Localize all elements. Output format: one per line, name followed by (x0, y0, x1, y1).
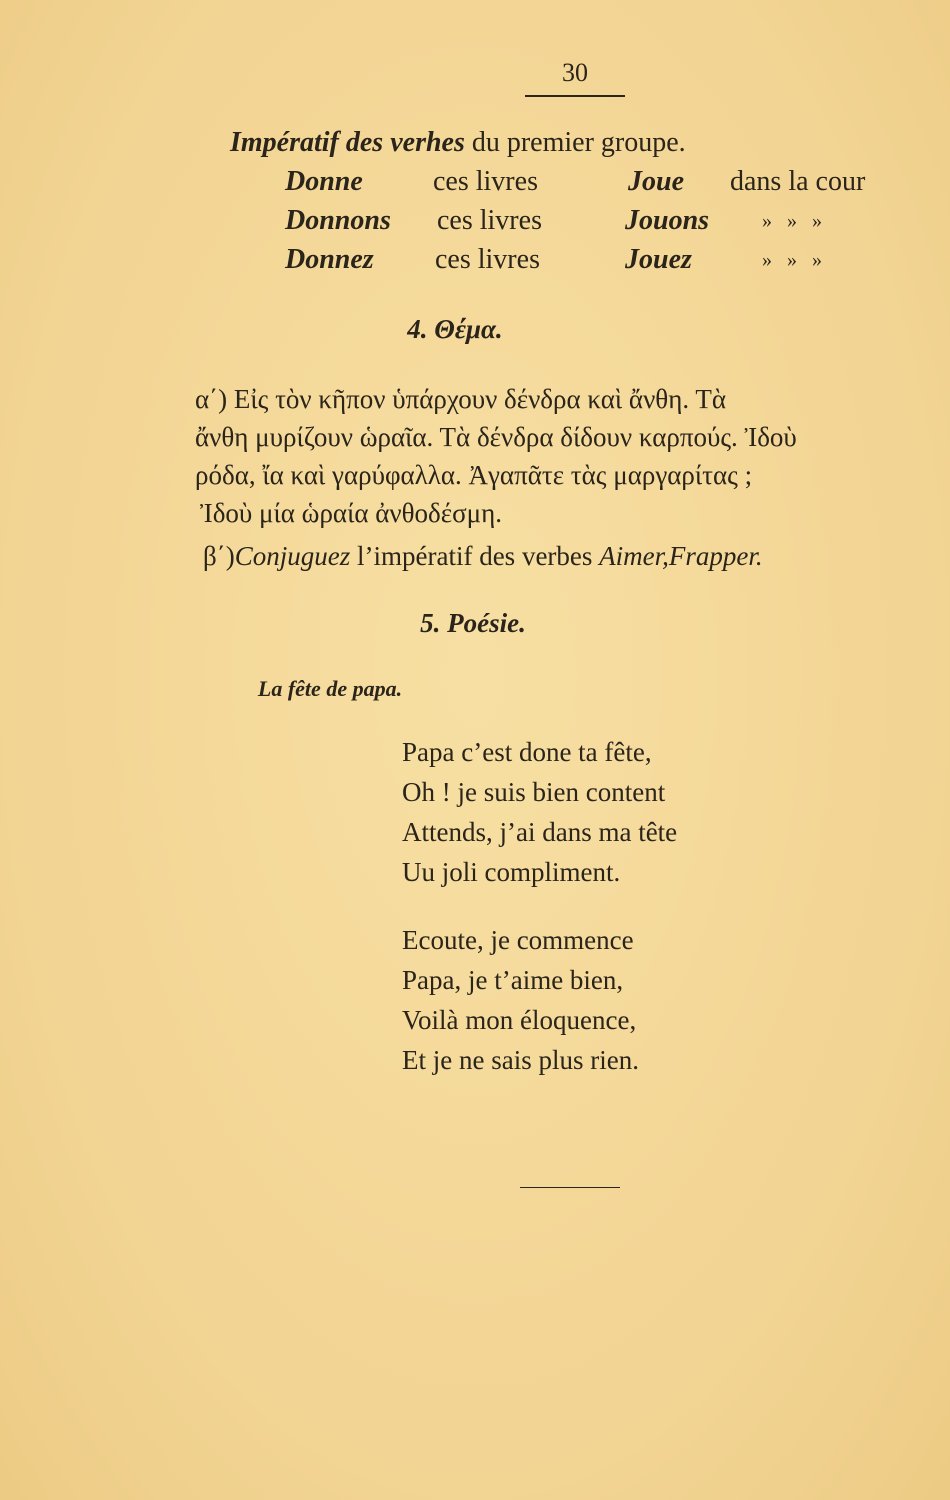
verb-joue: Joue (628, 166, 684, 197)
object-text: ces livres (433, 166, 538, 197)
imperative-title-italic: Impératif des verhes (230, 127, 465, 158)
poem-title: La fête de papa. (257, 676, 403, 701)
end-rule (520, 1187, 620, 1188)
beta-rest: l’impératif des verbes (350, 541, 600, 571)
poem-line: Papa c’est done ta fête, (402, 737, 652, 767)
ditto-marks: » » » (762, 210, 822, 232)
beta-conjuguez: Conjuguez (234, 541, 351, 571)
verb-jouons: Jouons (625, 205, 710, 236)
poem-line: Papa, je t’aime bien, (402, 965, 624, 995)
poem-line: Ecoute, je commence (402, 925, 634, 955)
verb-jouez: Jouez (625, 244, 692, 275)
beta-prefix: β΄) (203, 541, 235, 571)
verb-donnons: Donnons (285, 205, 391, 236)
exercise-beta (203, 537, 950, 575)
page-number-rule (525, 95, 625, 97)
poem-line: Voilà mon éloquence, (402, 1005, 637, 1035)
verb-donne: Donne (285, 166, 363, 197)
poem-line: Attends, j’ai dans ma tête (402, 817, 678, 847)
greek-line-2: ἄνθη μυρίζουν ὡραῖα. Τὰ δένδρα δίδουν καρπούς. Ἰδοὺ (195, 422, 797, 452)
beta-verbs: Aimer,Frapper. (599, 541, 763, 571)
object-text: dans la cour (730, 166, 866, 197)
ditto-marks: » » » (762, 249, 822, 271)
poem-line: Uu joli compliment. (402, 857, 621, 887)
imperative-title (230, 126, 686, 160)
imperative-title-rest: du premier groupe. (464, 127, 686, 158)
verb-donnez: Donnez (285, 244, 374, 275)
conjugation-row (0, 165, 950, 199)
section-4-heading: 4. Θέμα. (407, 314, 503, 344)
greek-line-3: ρόδα, ἴα καὶ γαρύφαλλα. Ἀγαπᾶτε τὰς μαργαρίτας ; (195, 460, 753, 490)
section-5-heading: 5. Poésie. (420, 608, 526, 638)
object-text: ces livres (435, 244, 540, 275)
page-number: 30 (562, 58, 588, 87)
conjugation-row (0, 243, 950, 277)
greek-line-1: α΄) Εἰς τὸν κῆπον ὑπάρχουν δένδρα καὶ ἄνθη. Τὰ (195, 384, 726, 414)
object-text: ces livres (437, 205, 542, 236)
poem-line: Et je ne sais plus rien. (402, 1045, 639, 1075)
conjugation-row (0, 204, 950, 238)
poem-line: Oh ! je suis bien content (402, 777, 666, 807)
greek-line-4: Ἰδοὺ μία ὡραία ἀνθοδέσμη. (200, 498, 502, 528)
